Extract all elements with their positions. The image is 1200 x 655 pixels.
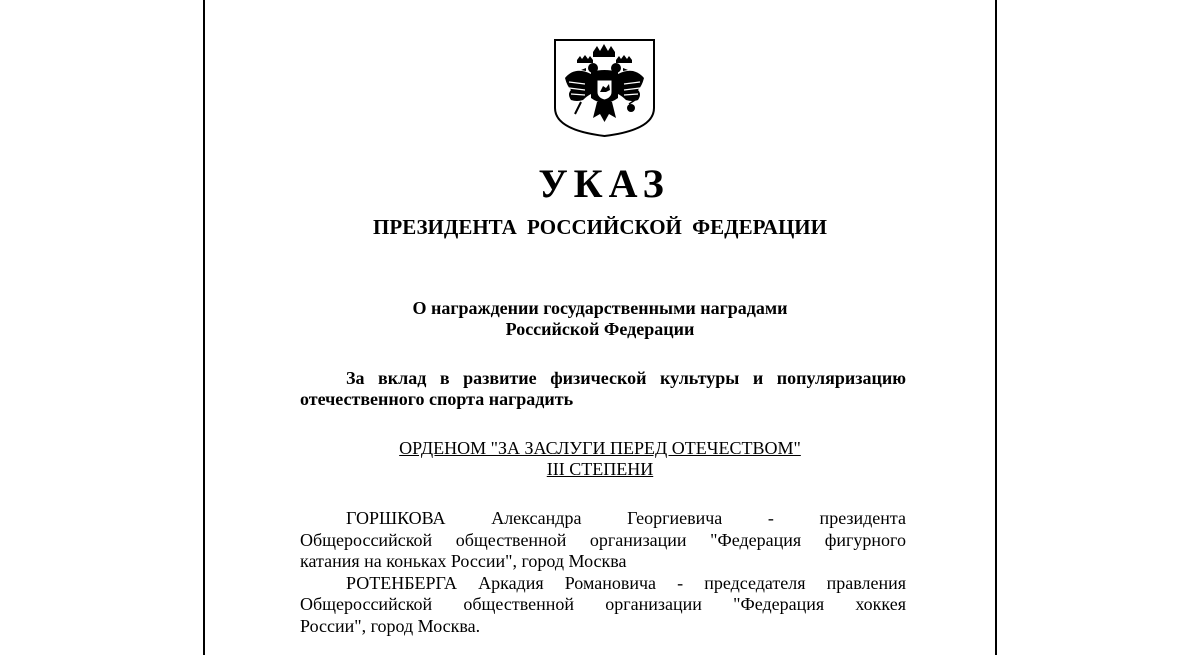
document-issuer: ПРЕЗИДЕНТА РОССИЙСКОЙ ФЕДЕРАЦИИ <box>373 215 827 239</box>
subject-line: Российской Федерации <box>505 319 695 339</box>
recipients-list <box>300 508 906 637</box>
recipient-line: РОТЕНБЕРГА Аркадия Романовича - председателя правления <box>346 572 906 593</box>
recipient-entry <box>300 508 906 573</box>
subject-line: О награждении государственными наградами <box>412 298 788 318</box>
russian-coat-of-arms-icon <box>553 38 656 138</box>
document-title: УКАЗ <box>538 161 670 206</box>
award-degree: III СТЕПЕНИ <box>546 459 654 479</box>
recipient-line: России", город Москва. <box>300 615 481 636</box>
recipient-line: Общероссийской общественной организации "Федерация хоккея <box>300 594 906 614</box>
recipient-entry <box>300 573 906 638</box>
recipient-line: Общероссийской общественной организации "Федерация фигурного <box>300 529 906 550</box>
award-name: ОРДЕНОМ "ЗА ЗАСЛУГИ ПЕРЕД ОТЕЧЕСТВОМ" <box>399 438 801 458</box>
preamble-line: За вклад в развитие физической культуры и популяризацию <box>346 368 906 388</box>
recipient-line: ГОРШКОВА Александра Георгиевича - президента <box>346 508 906 528</box>
award-heading <box>0 438 1200 480</box>
preamble-line: отечественного спорта наградить <box>300 389 574 409</box>
recipient-line: катания на коньках России", город Москва <box>300 551 627 571</box>
document-subject <box>0 298 1200 340</box>
document-preamble <box>300 368 906 410</box>
